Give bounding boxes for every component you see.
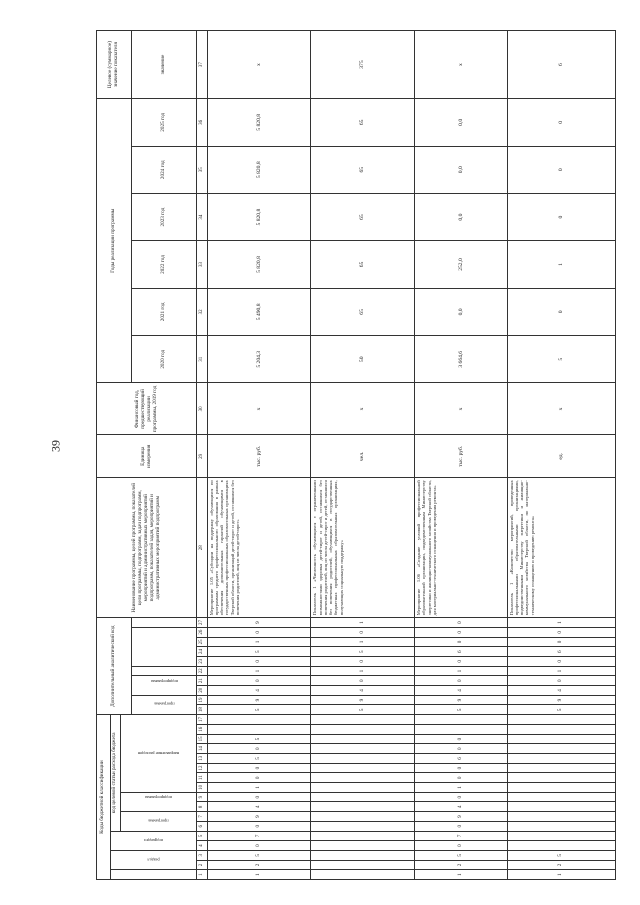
code-digit: 0 bbox=[311, 657, 415, 667]
code-digit: 5 bbox=[207, 705, 311, 715]
code-digit bbox=[311, 783, 415, 793]
code-digit bbox=[207, 725, 311, 735]
code-digit bbox=[311, 792, 415, 802]
code-digit bbox=[311, 763, 415, 773]
header-target-article: код целевой статьи расхода бюджета bbox=[110, 715, 120, 831]
column-number: 32 bbox=[197, 288, 207, 335]
column-number: 13 bbox=[197, 754, 207, 764]
column-number: 7 bbox=[197, 812, 207, 822]
row-year-value: 5 820,8 bbox=[207, 193, 311, 240]
header-name: Наименование программы, целей программы, показателей цели программы, подпрограмм, задач подпрограмм, мероприятий и административных мероприятий подпрограмм, показателей задач, мероприятий и административных мероприятий подпрограмм bbox=[97, 478, 197, 618]
column-number: 18 bbox=[197, 705, 207, 715]
code-digit: 0 bbox=[415, 792, 508, 802]
row-year-value: 5 bbox=[507, 336, 615, 383]
code-digit: 0 bbox=[507, 637, 615, 647]
row-year-value: 5 820,8 bbox=[207, 241, 311, 288]
code-digit: 0 bbox=[207, 744, 311, 754]
row-name: Показатель 1 «Количество мероприятий, проведенных профессиональными образовательными организациями, подведомственными Министерству энергетики и жилищно-коммунального хозяйства Тверской области, по материально-техническому оснащению и проведению ремонта» bbox=[507, 478, 615, 618]
code-digit: 0 bbox=[415, 773, 508, 783]
row-year-value: 50 bbox=[311, 336, 415, 383]
code-digit: 5 bbox=[415, 705, 508, 715]
code-digit: 7 bbox=[207, 831, 311, 841]
row-year-value: 65 bbox=[311, 146, 415, 193]
row-year-value: 0,0 bbox=[415, 193, 508, 240]
code-digit: 0 bbox=[415, 763, 508, 773]
code-digit bbox=[507, 754, 615, 764]
code-digit: 9 bbox=[415, 695, 508, 705]
program-table bbox=[96, 30, 616, 880]
column-number: 34 bbox=[197, 193, 207, 240]
header-value: значение bbox=[131, 31, 196, 99]
column-number: 6 bbox=[197, 821, 207, 831]
column-number: 14 bbox=[197, 744, 207, 754]
column-number: 33 bbox=[197, 241, 207, 288]
header-year: 2025 год bbox=[131, 99, 196, 146]
header-activity bbox=[131, 627, 196, 666]
code-digit: 0 bbox=[415, 841, 508, 851]
code-digit bbox=[507, 802, 615, 812]
column-number: 24 bbox=[197, 647, 207, 657]
code-digit: 0 bbox=[415, 676, 508, 686]
row-base: х bbox=[311, 383, 415, 435]
vertical-label: подпрограмма bbox=[144, 795, 172, 801]
column-number: 35 bbox=[197, 146, 207, 193]
table-row bbox=[507, 31, 615, 880]
column-number: 9 bbox=[197, 792, 207, 802]
code-digit: 6 bbox=[415, 647, 508, 657]
vertical-label: раздел bbox=[147, 857, 160, 863]
code-digit bbox=[507, 812, 615, 822]
code-digit: 0 bbox=[415, 744, 508, 754]
row-name: Мероприятие 1.05 «Субсидии на поддержку обучающихся по программам среднего профессионального образования в рамках обеспечения дополнительных гарантий обучающимся в государственных профессиональных образовательных организациях Тверской области, организаций детей-сирот и детей, оставшихся без попечения родителей, лиц из числа детей-сирот» bbox=[207, 478, 311, 618]
row-year-value: 0,0 bbox=[415, 146, 508, 193]
header-year: 2022 год bbox=[131, 241, 196, 288]
vertical-label: подраздел bbox=[143, 838, 163, 844]
code-digit bbox=[207, 715, 311, 725]
column-number: 25 bbox=[197, 637, 207, 647]
code-digit bbox=[311, 802, 415, 812]
column-number: 27 bbox=[197, 618, 207, 628]
code-digit: 9 bbox=[207, 618, 311, 628]
code-digit bbox=[507, 773, 615, 783]
code-digit: 4 bbox=[311, 686, 415, 696]
code-digit bbox=[415, 715, 508, 725]
row-year-value: 0,0 bbox=[415, 288, 508, 335]
vertical-label: программа bbox=[148, 818, 169, 824]
code-digit bbox=[311, 841, 415, 851]
code-digit bbox=[507, 821, 615, 831]
code-digit bbox=[507, 783, 615, 793]
code-digit: 1 bbox=[507, 666, 615, 676]
code-digit: 1 bbox=[311, 637, 415, 647]
code-digit: 5 bbox=[507, 850, 615, 860]
row-year-value: 0 bbox=[507, 193, 615, 240]
column-number: 23 bbox=[197, 657, 207, 667]
header-year: 2023 год bbox=[131, 193, 196, 240]
column-number: 36 bbox=[197, 99, 207, 146]
code-digit: 0 bbox=[415, 657, 508, 667]
code-digit: 6 bbox=[507, 647, 615, 657]
header-year: 2021 год bbox=[131, 288, 196, 335]
code-digit: 9 bbox=[507, 695, 615, 705]
vertical-label: подпрограмма bbox=[150, 678, 178, 684]
row-base: х bbox=[207, 383, 311, 435]
row-unit: ед. bbox=[507, 435, 615, 478]
row-final: х bbox=[207, 31, 311, 99]
header-subprogram bbox=[120, 792, 197, 811]
row-final: 375 bbox=[311, 31, 415, 99]
code-digit: 5 bbox=[311, 705, 415, 715]
column-number: 5 bbox=[197, 831, 207, 841]
code-digit bbox=[311, 812, 415, 822]
code-digit: 0 bbox=[207, 676, 311, 686]
row-name: Мероприятие 1.06 «Создание условий профессиональной образовательной организации, подведомственным Министерству энергетики и жилищно-коммунального хозяйства Тверской области, для материально-технического оснащения и проведения ремонта» bbox=[415, 478, 508, 618]
column-number: 26 bbox=[197, 627, 207, 637]
code-digit: 4 bbox=[207, 686, 311, 696]
table-row bbox=[207, 31, 311, 880]
header-an-program bbox=[131, 695, 196, 714]
column-number: 17 bbox=[197, 715, 207, 725]
code-digit bbox=[415, 725, 508, 735]
code-digit bbox=[507, 831, 615, 841]
code-digit: 0 bbox=[311, 676, 415, 686]
code-digit: 2 bbox=[415, 860, 508, 870]
header-unit: Единица измерения bbox=[97, 435, 197, 478]
column-number: 20 bbox=[197, 686, 207, 696]
code-digit bbox=[311, 860, 415, 870]
code-digit: 1 bbox=[311, 618, 415, 628]
code-digit bbox=[507, 734, 615, 744]
code-digit: 5 bbox=[311, 647, 415, 657]
code-digit bbox=[311, 734, 415, 744]
row-year-value: 65 bbox=[311, 99, 415, 146]
code-digit: 0 bbox=[207, 792, 311, 802]
column-number: 8 bbox=[197, 802, 207, 812]
header-indicator bbox=[131, 618, 196, 628]
table-row bbox=[415, 31, 508, 880]
code-digit: 1 bbox=[507, 870, 615, 880]
code-digit bbox=[507, 841, 615, 851]
row-final: х bbox=[415, 31, 508, 99]
row-year-value: 0 bbox=[507, 288, 615, 335]
header-final: Целевое (суммарное) значение показателя bbox=[97, 31, 132, 99]
code-digit: 2 bbox=[507, 860, 615, 870]
header-task bbox=[131, 666, 196, 676]
code-digit: 1 bbox=[207, 637, 311, 647]
row-unit: тыс. руб. bbox=[207, 435, 311, 478]
row-year-value: 0 bbox=[507, 146, 615, 193]
column-number: 37 bbox=[197, 31, 207, 99]
column-number: 11 bbox=[197, 773, 207, 783]
column-number: 10 bbox=[197, 783, 207, 793]
column-number: 19 bbox=[197, 695, 207, 705]
code-digit: 0 bbox=[207, 627, 311, 637]
code-digit: 5 bbox=[507, 705, 615, 715]
vertical-label: программа bbox=[153, 701, 175, 707]
code-digit bbox=[507, 744, 615, 754]
column-number: 3 bbox=[197, 850, 207, 860]
row-base: х bbox=[415, 383, 508, 435]
row-year-value: 5 820,8 bbox=[207, 146, 311, 193]
code-digit bbox=[507, 725, 615, 735]
code-digit: 9 bbox=[415, 812, 508, 822]
code-digit: 5 bbox=[207, 647, 311, 657]
code-digit: 1 bbox=[311, 666, 415, 676]
rotated-table-container bbox=[96, 30, 616, 880]
row-year-value: 65 bbox=[311, 193, 415, 240]
row-unit: тыс. руб. bbox=[415, 435, 508, 478]
row-year-value: 65 bbox=[311, 241, 415, 288]
header-base-year: Финансовый год, предшествующий реализации программы, 2019 год bbox=[97, 383, 197, 435]
code-digit: 2 bbox=[207, 860, 311, 870]
code-digit: 5 bbox=[415, 850, 508, 860]
page-number: 39 bbox=[48, 440, 63, 452]
code-digit: 0 bbox=[507, 676, 615, 686]
row-year-value: 0,0 bbox=[415, 99, 508, 146]
code-digit: 1 bbox=[415, 666, 508, 676]
column-number: 2 bbox=[197, 860, 207, 870]
code-digit: 0 bbox=[415, 734, 508, 744]
code-digit: 1 bbox=[207, 666, 311, 676]
code-digit: 7 bbox=[415, 831, 508, 841]
column-number: 30 bbox=[197, 383, 207, 435]
column-number: 16 bbox=[197, 725, 207, 735]
code-digit bbox=[311, 831, 415, 841]
row-year-value: 5 490,8 bbox=[207, 288, 311, 335]
code-digit: 1 bbox=[207, 870, 311, 880]
code-digit: 9 bbox=[207, 695, 311, 705]
header-admin-code bbox=[110, 870, 197, 880]
header-year: 2020 год bbox=[131, 336, 196, 383]
vertical-label: направление расходов bbox=[137, 751, 180, 757]
code-digit: 0 bbox=[207, 773, 311, 783]
code-digit: 0 bbox=[207, 841, 311, 851]
header-budget-classification: Коды бюджетной классификации bbox=[97, 715, 111, 880]
code-digit: 0 bbox=[507, 657, 615, 667]
header-direction bbox=[120, 715, 197, 793]
header-years: Годы реализации программы bbox=[97, 99, 132, 383]
column-number: 29 bbox=[197, 435, 207, 478]
code-digit: 0 bbox=[415, 627, 508, 637]
column-number: 12 bbox=[197, 763, 207, 773]
row-year-value: 65 bbox=[311, 288, 415, 335]
column-number: 21 bbox=[197, 676, 207, 686]
code-digit: 4 bbox=[415, 686, 508, 696]
table-row bbox=[311, 31, 415, 880]
header-an-subprogram bbox=[131, 676, 196, 695]
code-digit: 4 bbox=[507, 686, 615, 696]
row-year-value: 0 bbox=[507, 99, 615, 146]
column-number: 15 bbox=[197, 734, 207, 744]
code-digit: 6 bbox=[415, 754, 508, 764]
code-digit: 4 bbox=[415, 802, 508, 812]
code-digit: 4 bbox=[207, 802, 311, 812]
code-digit: 5 bbox=[207, 754, 311, 764]
code-digit: 0 bbox=[207, 821, 311, 831]
code-digit: 5 bbox=[207, 850, 311, 860]
code-digit: 0 bbox=[207, 763, 311, 773]
code-digit bbox=[311, 744, 415, 754]
header-subsection bbox=[110, 831, 197, 850]
code-digit bbox=[507, 763, 615, 773]
code-digit: 0 bbox=[415, 821, 508, 831]
code-digit bbox=[507, 792, 615, 802]
code-digit bbox=[507, 715, 615, 725]
code-digit bbox=[311, 725, 415, 735]
row-year-value: 5 204,3 bbox=[207, 336, 311, 383]
code-digit bbox=[311, 870, 415, 880]
header-section bbox=[110, 850, 197, 869]
header-program bbox=[120, 812, 197, 831]
row-final: 6 bbox=[507, 31, 615, 99]
column-number: 28 bbox=[197, 478, 207, 618]
code-digit: 9 bbox=[207, 812, 311, 822]
code-digit: 0 bbox=[207, 657, 311, 667]
column-number: 22 bbox=[197, 666, 207, 676]
code-digit: 1 bbox=[415, 870, 508, 880]
code-digit: 1 bbox=[507, 618, 615, 628]
row-year-value: 5 820,8 bbox=[207, 99, 311, 146]
code-digit bbox=[311, 821, 415, 831]
column-number: 1 bbox=[197, 870, 207, 880]
column-number: 4 bbox=[197, 841, 207, 851]
code-digit bbox=[311, 773, 415, 783]
row-year-value: 1 bbox=[507, 241, 615, 288]
row-year-value: 3 664,6 bbox=[415, 336, 508, 383]
column-number: 31 bbox=[197, 336, 207, 383]
code-digit: 1 bbox=[415, 783, 508, 793]
row-base: х bbox=[507, 383, 615, 435]
row-name: Показатель 1 «Численность обучающихся с ограниченными возможностями здоровья детей-сирот и детей, оставшихся без попечения родителей, лиц из числа детей-сирот и детей, оставшихся без попечения родителей, обучающихся в государственных бюджетных профессиональных образовательных организациях, получающих социальную поддержку» bbox=[311, 478, 415, 618]
code-digit: 0 bbox=[311, 627, 415, 637]
header-additional-code: Дополнительный аналитический код bbox=[97, 618, 132, 715]
code-digit bbox=[311, 850, 415, 860]
code-digit: 0 bbox=[415, 618, 508, 628]
code-digit: 5 bbox=[207, 734, 311, 744]
code-digit bbox=[311, 715, 415, 725]
code-digit: 0 bbox=[507, 627, 615, 637]
row-unit: чел. bbox=[311, 435, 415, 478]
code-digit: 1 bbox=[207, 783, 311, 793]
code-digit: 9 bbox=[311, 695, 415, 705]
row-year-value: 252,0 bbox=[415, 241, 508, 288]
code-digit bbox=[311, 754, 415, 764]
header-year: 2024 год bbox=[131, 146, 196, 193]
code-digit: 0 bbox=[415, 637, 508, 647]
